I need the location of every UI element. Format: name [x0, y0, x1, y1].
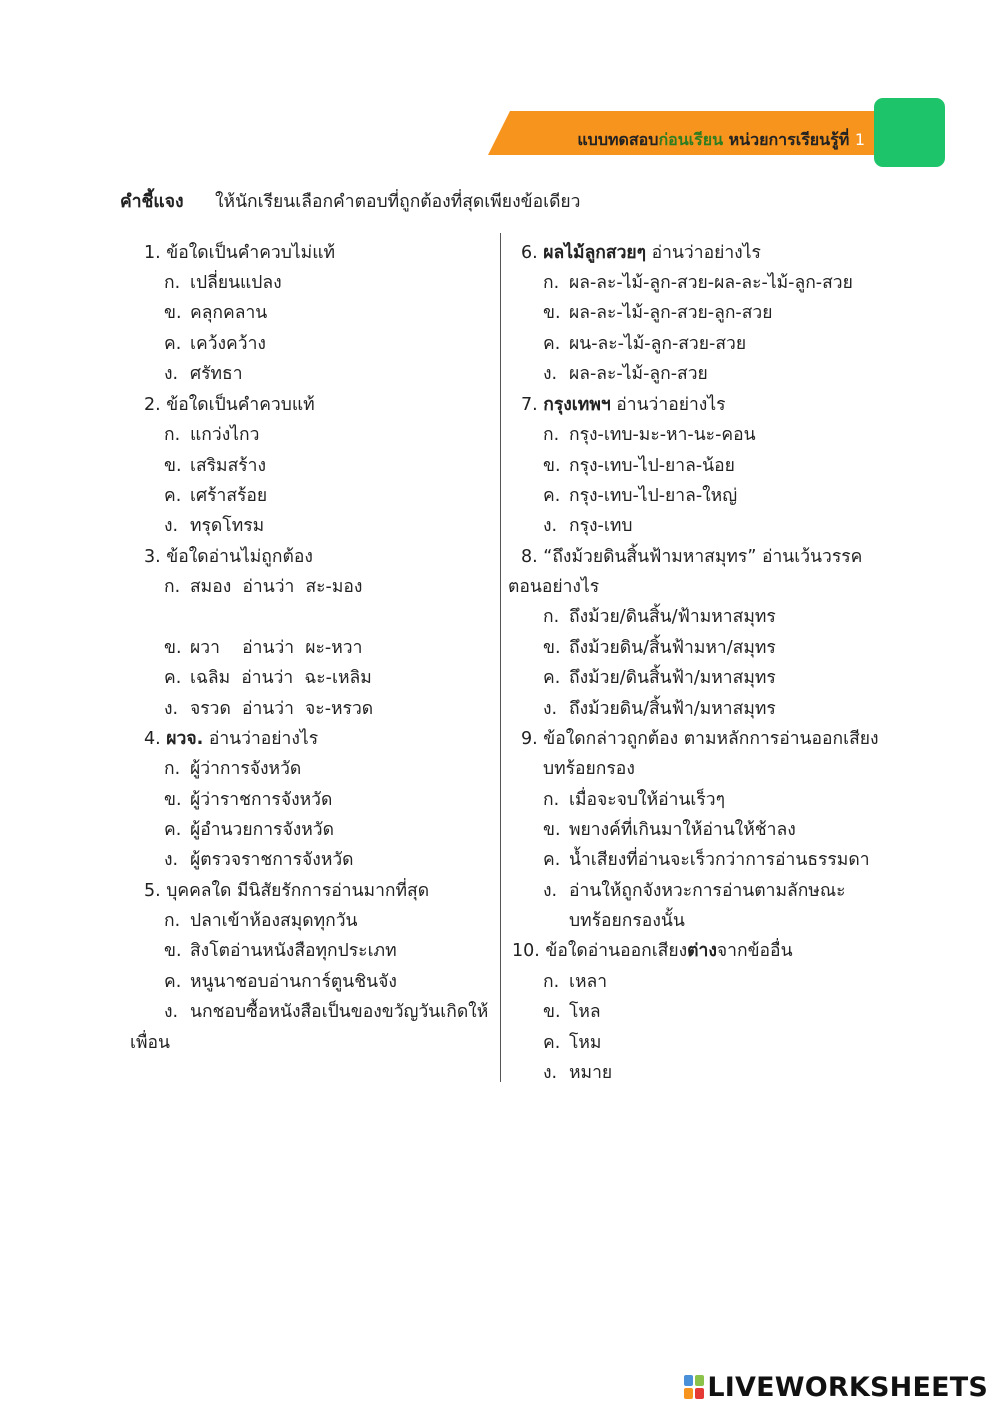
question-7-choice-a[interactable]: ก. กรุง-เทบ-มะ-หา-นะ-คอน — [543, 425, 756, 445]
question-8-choice-c[interactable]: ค. ถึงม้วย/ดินสิ้นฟ้า/มหาสมุทร — [543, 668, 776, 688]
question-8-choice-d[interactable]: ง. ถึงม้วยดิน/สิ้นฟ้า/มหาสมุทร — [543, 699, 776, 719]
column-divider — [500, 233, 501, 1082]
question-4-choice-c[interactable]: ค. ผู้อำนวยการจังหวัด — [164, 820, 334, 840]
question-3-choice-b[interactable]: ข. ผวา อ่านว่า ผะ-หวา — [164, 638, 363, 658]
question-8-continuation: ตอนอย่างไร — [508, 577, 600, 597]
question-2-choice-a[interactable]: ก. แกว่งไกว — [164, 425, 260, 445]
question-4: 4. ผวจ. อ่านว่าอย่างไร — [144, 729, 319, 749]
question-10-choice-b[interactable]: ข. โหล — [543, 1002, 601, 1022]
question-7-choice-b[interactable]: ข. กรุง-เทบ-ไป-ยาล-น้อย — [543, 456, 735, 476]
question-6: 6. ผลไม้ลูกสวยๆ อ่านว่าอย่างไร — [521, 243, 761, 263]
question-9-choice-c[interactable]: ค. น้ำเสียงที่อ่านจะเร็วกว่าการอ่านธรรมดา — [543, 850, 870, 870]
question-3: 3. ข้อใดอ่านไม่ถูกต้อง — [144, 547, 313, 567]
question-5-choice-b[interactable]: ข. สิงโตอ่านหนังสือทุกประเภท — [164, 941, 397, 961]
question-9: 9. ข้อใดกล่าวถูกต้อง ตามหลักการอ่านออกเสียง — [521, 729, 879, 749]
question-7: 7. กรุงเทพฯ อ่านว่าอย่างไร — [521, 395, 726, 415]
question-10-choice-c[interactable]: ค. โหม — [543, 1033, 602, 1053]
question-3-choice-d[interactable]: ง. จรวด อ่านว่า จะ-หรวด — [164, 699, 374, 719]
question-6-choice-c[interactable]: ค. ผน-ละ-ไม้-ลูก-สวย-สวย — [543, 334, 747, 354]
question-5-choice-c[interactable]: ค. หนูนาชอบอ่านการ์ตูนชินจัง — [164, 972, 397, 992]
question-1-choice-a[interactable]: ก. เปลี่ยนแปลง — [164, 273, 282, 293]
question-6-choice-d[interactable]: ง. ผล-ละ-ไม้-ลูก-สวย — [543, 364, 708, 384]
liveworksheets-logo-icon — [684, 1375, 704, 1399]
question-1-choice-b[interactable]: ข. คลุกคลาน — [164, 303, 268, 323]
question-4-choice-d[interactable]: ง. ผู้ตรวจราชการจังหวัด — [164, 850, 354, 870]
question-8-choice-b[interactable]: ข. ถึงม้วยดิน/สิ้นฟ้ามหา/สมุทร — [543, 638, 776, 658]
question-8: 8. “ถึงม้วยดินสิ้นฟ้ามหาสมุทร” อ่านเว้นวรรค — [521, 547, 863, 567]
question-3-choice-a[interactable]: ก. สมอง อ่านว่า สะ-มอง — [164, 577, 363, 597]
question-1-choice-c[interactable]: ค. เคว้งคว้าง — [164, 334, 266, 354]
question-8-choice-a[interactable]: ก. ถึงม้วย/ดินสิ้น/ฟ้ามหาสมุทร — [543, 607, 776, 627]
instruction — [120, 187, 581, 215]
question-4-choice-a[interactable]: ก. ผู้ว่าการจังหวัด — [164, 759, 302, 779]
question-7-choice-c[interactable]: ค. กรุง-เทบ-ไป-ยาล-ใหญ่ — [543, 486, 738, 506]
question-2-choice-d[interactable]: ง. ทรุดโทรม — [164, 516, 265, 536]
question-9-choice-d[interactable]: ง. อ่านให้ถูกจังหวะการอ่านตามลักษณะ — [543, 881, 846, 901]
question-5-choice-d-continuation: เพื่อน — [130, 1033, 170, 1053]
question-2-choice-c[interactable]: ค. เศร้าสร้อย — [164, 486, 268, 506]
question-5-choice-a[interactable]: ก. ปลาเข้าห้องสมุดทุกวัน — [164, 911, 358, 931]
question-2-choice-b[interactable]: ข. เสริมสร้าง — [164, 456, 267, 476]
question-9-continuation: บทร้อยกรอง — [543, 759, 635, 779]
question-5-choice-d[interactable]: ง. นกชอบซื้อหนังสือเป็นของขวัญวันเกิดให้ — [164, 1002, 489, 1022]
question-1: 1. ข้อใดเป็นคำควบไม่แท้ — [144, 243, 336, 263]
question-3-choice-c[interactable]: ค. เฉลิม อ่านว่า ฉะ-เหลิม — [164, 668, 372, 688]
question-9-choice-d-continuation: บทร้อยกรองนั้น — [569, 911, 685, 931]
liveworksheets-logo[interactable]: LIVEWORKSHEETS — [684, 1372, 988, 1403]
question-6-choice-a[interactable]: ก. ผล-ละ-ไม้-ลูก-สวย-ผล-ละ-ไม้-ลูก-สวย — [543, 273, 853, 293]
instruction-text: ให้นักเรียนเลือกคำตอบที่ถูกต้องที่สุดเพียงข้อเดียว — [215, 192, 581, 212]
question-9-choice-a[interactable]: ก. เมื่อจะจบให้อ่านเร็วๆ — [543, 790, 726, 810]
question-7-choice-d[interactable]: ง. กรุง-เทบ — [543, 516, 633, 536]
question-1-choice-d[interactable]: ง. ศรัทธา — [164, 364, 243, 384]
question-2: 2. ข้อใดเป็นคำควบแท้ — [144, 395, 315, 415]
header-green-box — [874, 98, 945, 167]
question-10-choice-a[interactable]: ก. เหลา — [543, 972, 608, 992]
instruction-label: คำชี้แจง — [120, 192, 184, 212]
question-4-choice-b[interactable]: ข. ผู้ว่าราชการจังหวัด — [164, 790, 333, 810]
question-10: 10. ข้อใดอ่านออกเสียงต่างจากข้ออื่น — [512, 941, 793, 961]
question-10-choice-d[interactable]: ง. หมาย — [543, 1063, 613, 1083]
page-title: แบบทดสอบก่อนเรียน หน่วยการเรียนรู้ที่ 1 — [577, 130, 865, 149]
question-6-choice-b[interactable]: ข. ผล-ละ-ไม้-ลูก-สวย-ลูก-สวย — [543, 303, 773, 323]
question-5: 5. บุคคลใด มีนิสัยรักการอ่านมากที่สุด — [144, 881, 430, 901]
question-9-choice-b[interactable]: ข. พยางค์ที่เกินมาให้อ่านให้ช้าลง — [543, 820, 796, 840]
